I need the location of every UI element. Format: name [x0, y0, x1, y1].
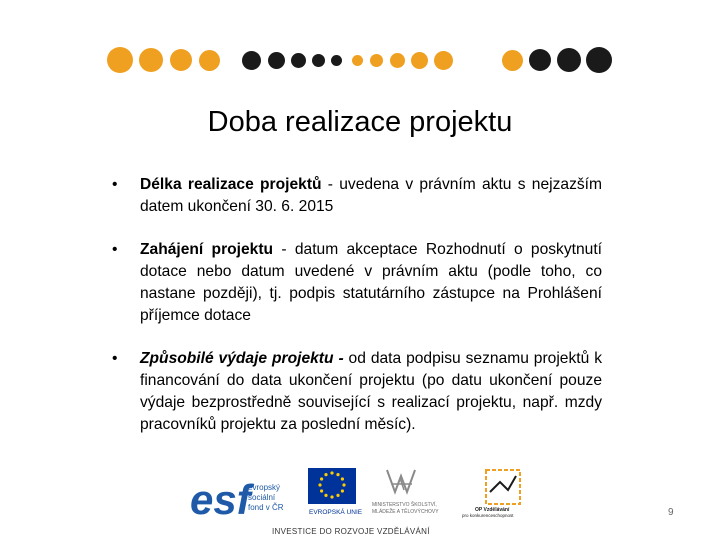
bullet-text: - uvedena v právním aktu s nejzazším datem ukončení 30. 6. 2015 — [140, 176, 602, 215]
funding-logos-strip — [190, 462, 540, 540]
decorative-dot — [268, 52, 285, 69]
decorative-dot — [291, 53, 306, 68]
bullet-heading: Zahájení projektu — [140, 241, 274, 258]
esf-logo-line2: sociální — [248, 493, 276, 502]
bullet-text: od data podpisu seznamu projektů k financování do data ukončení projektu (po datu ukončení pouze výdaje bezprostředně související s realizací projektu, např. mzdy pracovníků projektu za poslední měsíc). — [140, 350, 602, 433]
decorative-dot — [529, 49, 551, 71]
op-vk-logo — [462, 470, 520, 518]
decorative-dot — [390, 53, 405, 68]
bullet-text: - datum akceptace Rozhodnutí o poskytnutí dotace nebo datum uvedené v právním aktu (podle toho, co nastane později), tj. podpis statutárního zástupce na Prohlášení příjemce dotace — [140, 241, 602, 324]
decorative-dot — [434, 51, 453, 70]
bullet-item-duration — [112, 174, 602, 218]
decorative-dot — [586, 47, 612, 73]
decorative-dot — [139, 48, 163, 72]
decorative-dot — [502, 50, 523, 71]
funding-logos — [190, 462, 540, 540]
eu-flag-logo — [308, 468, 363, 516]
esf-logo — [190, 476, 284, 523]
page-number: 9 — [668, 507, 674, 518]
decorative-dot — [411, 52, 428, 69]
decorative-dot — [370, 54, 383, 67]
slide-title: Doba realizace projektu — [207, 106, 513, 138]
investment-banner: INVESTICE DO ROZVOJE VZDĚLÁVÁNÍ — [272, 527, 430, 536]
bullet-heading: Způsobilé výdaje projektu - — [140, 350, 344, 367]
decorative-dot — [242, 51, 261, 70]
msmt-line2: MLÁDEŽE A TĚLOVÝCHOVY — [372, 509, 439, 515]
bullet-item-start — [112, 239, 602, 327]
op-vk-frame-icon — [486, 470, 520, 504]
bullet-mark: • — [112, 241, 118, 258]
decorative-dot — [352, 55, 363, 66]
msmt-line1: MINISTERSTVO ŠKOLSTVÍ, — [372, 502, 437, 508]
esf-logo-wordmark: esf — [190, 476, 251, 523]
bullet-heading: Délka realizace projektů — [140, 176, 322, 193]
bullet-mark: • — [112, 176, 118, 193]
decorative-dot — [199, 50, 220, 71]
eu-label: EVROPSKÁ UNIE — [309, 509, 363, 516]
decorative-dot — [107, 47, 133, 73]
bullet-item-eligible-costs — [112, 348, 602, 436]
decorative-dots-row — [0, 44, 720, 84]
esf-logo-line1: evropský — [248, 483, 281, 492]
decorative-dot — [331, 55, 342, 66]
msmt-logo — [372, 470, 439, 515]
decorative-dot — [557, 48, 581, 72]
bullet-mark: • — [112, 350, 118, 367]
op-vk-line1: OP Vzdělávání — [475, 507, 510, 513]
decorative-dot — [170, 49, 192, 71]
bullet-list — [112, 174, 602, 457]
esf-logo-line3: fond v ČR — [248, 503, 284, 512]
op-vk-line2: pro konkurenceschopnost — [462, 513, 514, 518]
op-vk-arrow-icon — [490, 476, 516, 492]
decorative-dot — [312, 54, 325, 67]
